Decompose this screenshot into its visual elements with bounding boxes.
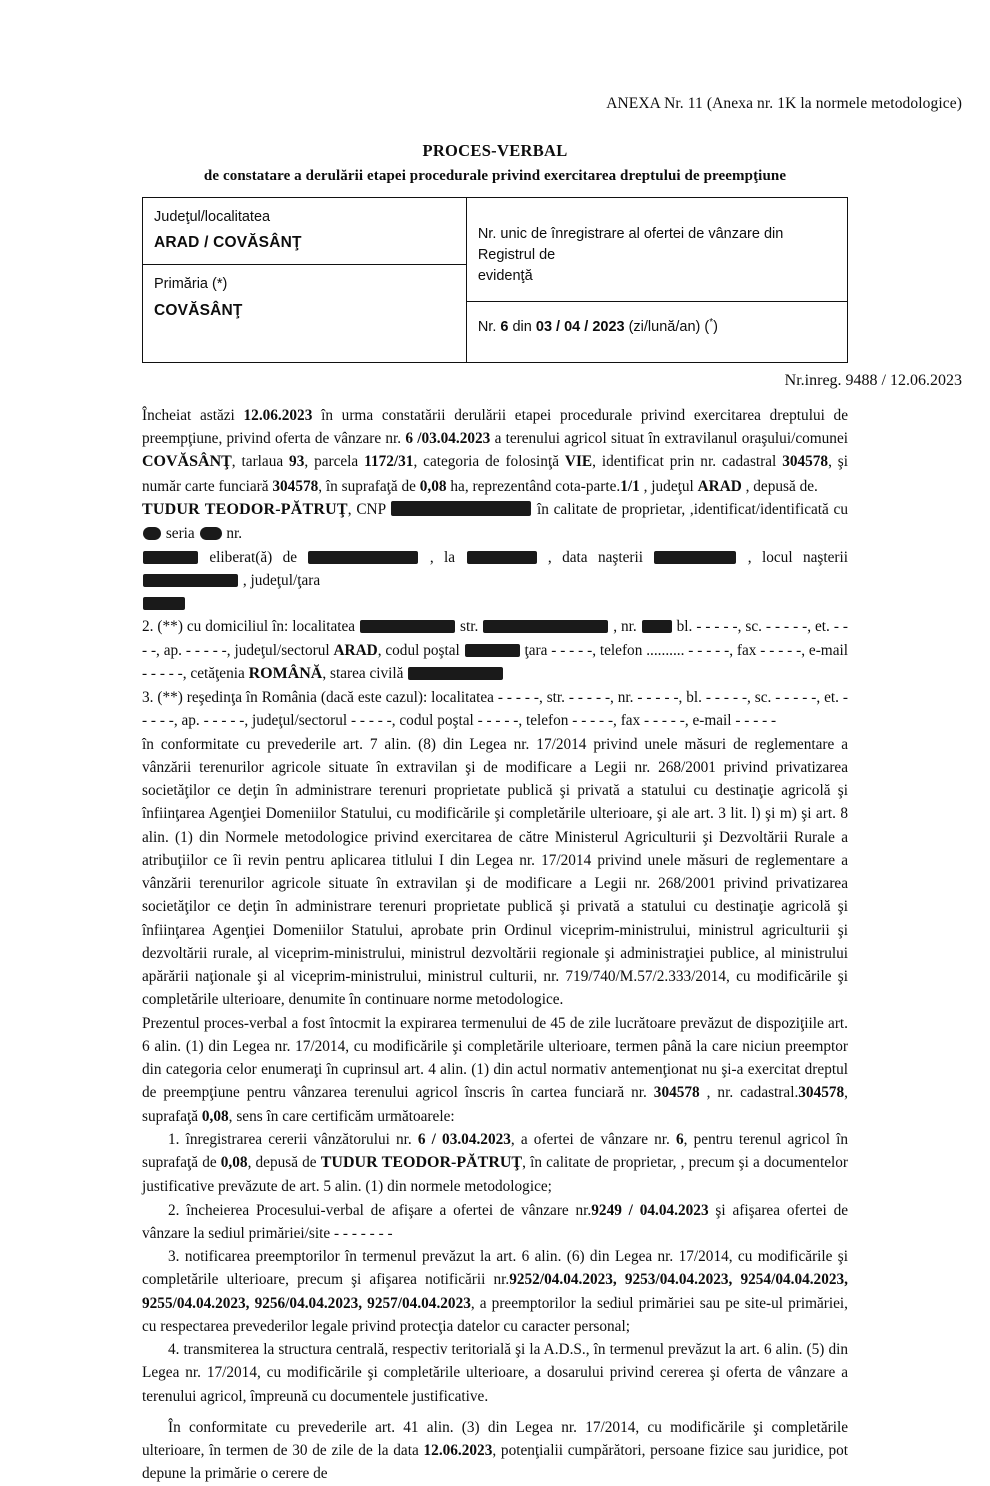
intro-commune: COVĂSÂNŢ [142,453,232,471]
item1-suprafata: 0,08 [220,1154,248,1172]
intro-cadastral: 304578 [782,453,829,471]
conclusion-text-a: Prezentul proces-verbal a fost întocmit la expirarea termenului de 45 de zile lucrătoare prevăzut de dispoziţiile art. 6 alin. (1) din Legea nr. 17/2014, cu modificările şi completările ulterioare, termen până la care niciun preemptor din categoria celor enumeraţi în cuprinsul art. 4 alin. (1) din actul normativ antemenţionat nu şi-a exercitat dreptul de preempţiune pentru vânzarea terenului agricol înscris în cartea funciară nr. [142,1014,848,1102]
owner-text-mid: în calitate de proprietar, ,identificat/identificată cu [532,500,848,518]
registry-label-cell [467,198,847,301]
conclusion-text-c: , suprafaţă [142,1084,848,1125]
asterisk-marker: * [709,317,714,329]
item2-nr: 9249 / 04.04.2023 [591,1201,709,1219]
intro-categorie: VIE [564,453,593,471]
intro-text-k: , judeţul [639,477,698,495]
paragraph-final [142,1416,848,1486]
item1-text-b: , a ofertei de vânzare nr. [510,1130,677,1148]
domicile-cod-label: , codul poştal [377,641,464,659]
owner-birthplace-label: , locul naşterii [737,548,848,566]
paragraph-domicile [142,615,848,686]
registry-number-cell [467,301,847,362]
owner-seria-label: seria [162,525,199,543]
form-left-column [143,198,467,362]
cityhall-value: COVĂSÂNŢ [154,301,243,319]
item-4: 4. transmiterea la structura centrală, respectiv teritorială şi la A.D.S., în termenul prevăzut la art. 6 alin. (5) din Legea nr. 17/2014, cu modificările şi completările ulterioare, a dosarului privind cererea şi oferta de vânzare a terenului agricol, împreună cu documentele justificative. [142,1341,848,1405]
intro-judet: ARAD [697,477,742,495]
annex-reference: ANEXA Nr. 11 (Anexa nr. 1K la normele metodologice) [606,95,962,112]
owner-eliberat-label: eliberat(ă) de [199,548,308,566]
registry-label-line1: Nr. unic de înregistrare al ofertei de vânzare din Registrul de [477,226,784,264]
item2-text-b: şi afişarea ofertei de vânzare la sediul primăriei/site - - - - - - - [142,1201,849,1242]
intro-text-e: , parcela [304,453,365,471]
owner-nr-label: nr. [222,525,243,543]
registry-nr-value: 6 [500,318,509,335]
intro-text-c: a terenului agricol situat în extravilanul oraşului/comunei [490,430,848,448]
domicile-stare-label: , starea civilă [322,664,408,682]
paragraph-conclusion [142,1012,848,1128]
intro-text-j: ha, reprezentând cota-parte. [446,477,621,495]
owner-judet-tara-label: , judeţul/ţara [239,571,321,589]
item1-text-a: 1. înregistrarea cererii vânzătorului nr. [168,1130,418,1148]
item-3 [142,1245,848,1338]
registry-date-value: 03 / 04 / 2023 [535,318,625,335]
owner-birthdate-label: , data naşterii [537,548,654,566]
redaction-cnp [391,501,531,516]
domicile-nr-label: , nr. [609,618,641,636]
registry-nr-mid: din [508,318,536,335]
redaction-data-eliberare [467,551,537,564]
item1-text-e: , în calitate de proprietar, , precum şi a documentelor justificative prevăzute de art. 5 alin. (1) din normele metodologice; [142,1154,848,1196]
conclusion-text-d: , sens în care certificăm următoarele: [228,1107,455,1125]
intro-text-l: , depusă de. [741,477,818,495]
conclusion-cadastral: 304578 [798,1084,845,1102]
item1-offer-nr: 6 [676,1130,684,1148]
cityhall-label: Primăria (*) [154,276,228,293]
intro-text-g: , identificat prin nr. cadastral [592,453,783,471]
county-label: Judeţul/localitatea [154,209,271,225]
conclusion-text-b: , nr. cadastral. [699,1084,799,1102]
owner-cnp-label: , CNP [347,500,391,518]
owner-la-label: , la [419,548,466,566]
domicile-text-a: 2. (**) cu domiciliul în: localitatea [142,618,360,636]
redaction-data-nasterii [654,551,736,564]
page-title: PROCES-VERBAL [422,141,568,160]
cityhall-cell [143,264,466,331]
registration-number: Nr.inreg. 9488 / 12.06.2023 [784,371,962,389]
intro-text-f: , categoria de folosinţă [413,453,565,471]
redaction-seria [200,527,222,540]
conclusion-cf: 304578 [653,1084,700,1102]
redaction-loc-nasterii [143,574,238,587]
domicile-text-tara: ţara - - - - -, telefon .......... - - - - -, fax - - - - -, e-mail - - - - -, cetăţenia [142,641,848,682]
item1-text-c: , pentru terenul agricol în suprafaţă de [142,1130,848,1172]
paragraph-owner [142,498,848,615]
item-1 [142,1128,848,1199]
paragraph-legal-basis: în conformitate cu prevederile art. 7 alin. (8) din Legea nr. 17/2014 privind unele măsuri de reglementare a vânzării terenurilor agricole situate în extravilan şi de modificare a Legii nr. 268/2001 privind privatizarea societăţilor ce deţin în administrare terenuri proprietate publică şi privată a statului cu destinaţie agricolă şi înfiinţarea Agenţiei Domeniilor Statului, cu modificările şi completările ulterioare, şi ale art. 3 lit. l) şi m) şi art. 8 alin. (1) din Normele metodologice privind exercitarea de către Ministerul Agriculturii şi Dezvoltării Rurale a atribuţiilor ce îi revin pentru aplicarea titlului I din Legea nr. 17/2014 privind unele măsuri de reglementare a vânzării terenurilor agricole situate în extravilan şi de modificare a Legii nr. 268/2001 privind privatizarea societăţilor ce deţin în administrare terenuri proprietate publică şi privată a statului cu destinaţie agricolă şi înfiinţarea Agenţiei Domeniilor Statului, aprobate prin Ordinul viceprim-ministrului, ministrul agriculturii şi dezvoltării rurale, al viceprim-ministrului, ministrul dezvoltării regionale şi administraţiei publice, al ministrului apărării naţionale şi al viceprim-ministrului, ministrul culturii, nr. 719/740/M.57/2.333/2014, cu modificările şi completările ulterioare, denumite în continuare norme metodologice. [142,735,848,1009]
redaction-doc-nr [143,551,198,564]
intro-parcela: 1172/31 [364,453,414,471]
registry-nr-suffix: (zi/lună/an) ( [624,318,710,335]
intro-text-d: , tarlaua [231,453,290,471]
redaction-doc-type [143,527,161,540]
registry-nr-suffix2: ) [713,318,718,335]
redaction-localitate [360,620,455,633]
item3-notification-numbers: 9252/04.04.2023, 9253/04.04.2023, 9254/04.04.2023, 9255/04.04.2023, 9256/04.04.2023, 9257/04.04.2023 [142,1271,848,1312]
final-text-a: În conformitate cu prevederile art. 41 alin. (3) din Legea nr. 17/2014, cu modificările şi completările ulterioare, în termen de 30 de zile de la data [142,1418,848,1460]
county-cell [143,198,466,264]
intro-date: 12.06.2023 [243,406,313,424]
intro-offer-nr: 6 /03.04.2023 [405,430,491,448]
conclusion-suprafata: 0,08 [201,1107,229,1125]
title-block [0,141,990,185]
item1-text-d: , depusă de [247,1154,321,1172]
item2-text-a: 2. încheierea Procesului-verbal de afişare a ofertei de vânzare nr. [168,1201,592,1219]
domicile-cetatenia: ROMÂNĂ [248,664,323,682]
redaction-cod-postal [465,644,520,657]
form-right-column [467,198,847,362]
domicile-str-label: str. [456,618,483,636]
registry-nr-prefix: Nr. [477,318,501,335]
redaction-eliberat-de [308,551,418,564]
item1-owner-name: TUDUR TEODOR-PĂTRUŢ [320,1154,523,1172]
item1-request-nr: 6 / 03.04.2023 [417,1130,511,1148]
intro-cota: 1/1 [620,477,640,495]
intro-tarla: 93 [289,453,305,471]
county-value: ARAD / COVĂSÂNŢ [154,234,302,252]
redaction-judet-tara [143,597,185,610]
domicile-judet: ARAD [333,641,378,659]
registry-label-line2: evidenţă [477,268,533,285]
final-text-b: , potenţialii cumpărători, persoane fizice sau juridice, pot depune la primărie o cerere de [142,1442,848,1483]
intro-text-i: , în suprafaţă de [318,477,420,495]
final-date: 12.06.2023 [423,1442,493,1460]
redaction-strada [483,620,608,633]
intro-suprafata: 0,08 [419,477,447,495]
intro-text-b: în urma constatării derulării etapei procedurale privind exercitarea dreptului de preempţiune, privind oferta de vânzare nr. [142,406,848,448]
intro-text-a: Încheiat astăzi [142,406,244,424]
redaction-numar [642,620,672,633]
item-2 [142,1199,848,1246]
owner-name: TUDUR TEODOR-PĂTRUŢ [142,500,348,518]
document-body [142,404,848,1486]
item3-text-b: , a preemptorilor la sediul primăriei sau pe site-ul primăriei, cu respectarea prevederilor legale privind protecţia datelor cu caracter personal; [142,1294,848,1335]
page-subtitle: de constatare a derulării etapei procedurale privind exercitarea dreptului de preempţiune [203,168,787,184]
paragraph-residence: 3. (**) reşedinţa în România (dacă este cazul): localitatea - - - - -, str. - - - - -, nr. - - - - -, bl. - - - - -, sc. - - - - -, et. - - - - -, ap. - - - - -, judeţul/sectorul - - - - -, codul poştal - - - - -, telefon - - - - -, fax - - - - -, e-mail - - - - - [142,689,848,730]
header-form-table [142,197,848,363]
paragraph-intro [142,404,848,498]
domicile-text-bl: bl. - - - - -, sc. - - - - -, et. - - - -, ap. - - - - -, judeţul/sectorul [142,618,848,659]
intro-cf: 304578 [272,477,319,495]
intro-text-h: , şi număr carte funciară [142,453,849,495]
item3-text-a: 3. notificarea preemptorilor în termenul prevăzut la art. 6 alin. (6) din Legea nr. 17/2014, cu modificările şi completările ulterioare, precum şi afişarea notificării nr. [142,1248,848,1289]
redaction-stare-civila [408,667,503,680]
